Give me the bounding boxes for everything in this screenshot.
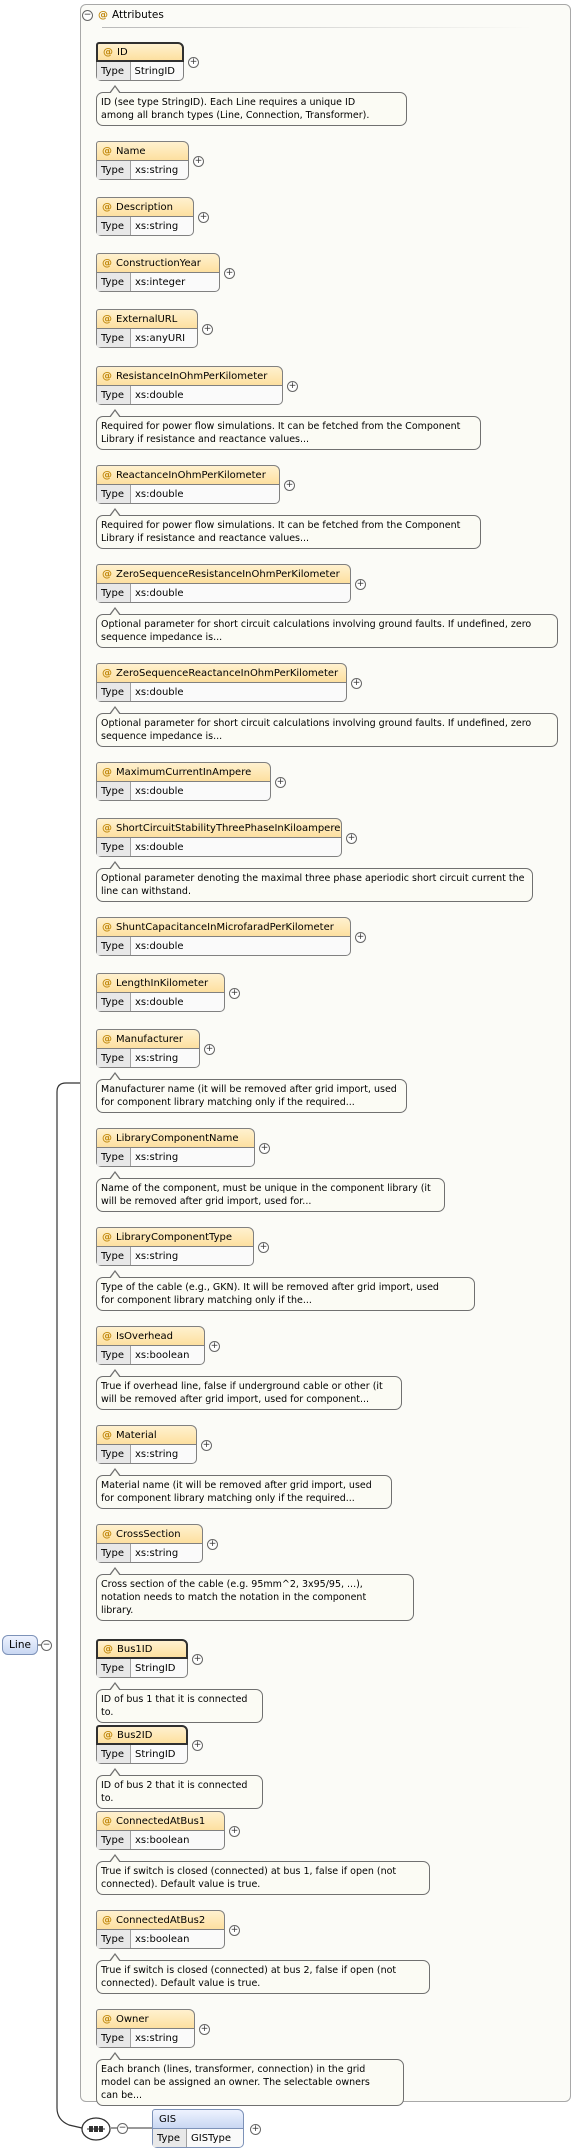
attribute-name-box bbox=[96, 1725, 188, 1745]
type-value: xs:string bbox=[135, 1151, 179, 1163]
annotation-tooltip bbox=[96, 92, 407, 126]
annotation-tooltip bbox=[96, 1178, 445, 1212]
plus-circle-icon[interactable]: + bbox=[203, 324, 212, 334]
type-value: xs:integer bbox=[135, 276, 186, 288]
annotation-tooltip bbox=[96, 1079, 407, 1113]
type-value: StringID bbox=[135, 1748, 176, 1760]
attribute-name-box bbox=[96, 197, 194, 217]
at-sign-icon: @ bbox=[103, 46, 113, 58]
type-value: xs:boolean bbox=[135, 1933, 190, 1945]
type-label: Type bbox=[97, 485, 131, 503]
attribute-type-row bbox=[96, 782, 271, 801]
annotation-tooltip bbox=[96, 1574, 414, 1621]
attribute-name: ZeroSequenceResistanceInOhmPerKilometer bbox=[116, 568, 340, 580]
type-value: xs:string bbox=[135, 1547, 179, 1559]
annotation-line: Required for power flow simulations. It can be fetched from the Component bbox=[101, 520, 461, 531]
attribute-name-box bbox=[96, 1811, 225, 1831]
attribute-type-row bbox=[96, 2029, 195, 2048]
annotation-line: Optional parameter for short circuit calculations involving ground faults. If undefined, zero bbox=[101, 718, 532, 729]
attribute-type-row bbox=[96, 1445, 197, 1464]
attribute-name-box bbox=[96, 917, 351, 937]
annotation-tooltip bbox=[96, 868, 533, 902]
annotation-tooltip bbox=[96, 1689, 263, 1723]
attribute-name-box bbox=[96, 663, 347, 683]
attribute-name: ShuntCapacitanceInMicrofaradPerKilometer bbox=[116, 921, 334, 933]
at-sign-icon: @ bbox=[102, 1815, 112, 1827]
plus-circle-icon[interactable]: + bbox=[202, 1440, 211, 1450]
attribute-type-row bbox=[96, 1049, 200, 1068]
annotation-tooltip bbox=[96, 713, 558, 747]
plus-circle-icon[interactable]: + bbox=[199, 212, 208, 222]
annotation-line: will be removed after grid import, used for... bbox=[101, 1196, 312, 1207]
type-label: Type bbox=[97, 161, 131, 179]
attribute-name-box bbox=[96, 973, 225, 993]
attribute-name-box bbox=[96, 366, 283, 386]
attribute-name: ID bbox=[117, 46, 128, 58]
attribute-name: CrossSection bbox=[116, 1528, 181, 1540]
annotation-line: Manufacturer name (it will be removed after grid import, used bbox=[101, 1084, 397, 1095]
type-label: Type bbox=[97, 993, 131, 1011]
attribute-type-row bbox=[96, 1831, 225, 1850]
at-sign-icon: @ bbox=[102, 667, 112, 679]
plus-circle-icon[interactable]: + bbox=[208, 1539, 217, 1549]
annotation-line: Name of the component, must be unique in the component library (it bbox=[101, 1183, 431, 1194]
attribute-name-box bbox=[96, 762, 271, 782]
at-sign-icon: @ bbox=[102, 2013, 112, 2025]
annotation-line: for component library matching only if the... bbox=[101, 1295, 312, 1306]
plus-circle-icon[interactable]: + bbox=[352, 678, 361, 688]
sequence-compositor-icon[interactable] bbox=[80, 2116, 112, 2142]
plus-circle-icon[interactable]: + bbox=[205, 1044, 214, 1054]
attribute-name-box bbox=[96, 42, 184, 62]
annotation-tooltip bbox=[96, 416, 481, 450]
annotation-line: True if switch is closed (connected) at bus 2, false if open (not bbox=[101, 1965, 397, 1976]
minus-circle-icon[interactable]: − bbox=[118, 2123, 127, 2133]
line-element-label: Line bbox=[9, 1639, 31, 1651]
attribute-name-box bbox=[96, 1910, 225, 1930]
type-value: xs:double bbox=[135, 389, 184, 401]
at-sign-icon: @ bbox=[102, 1132, 112, 1144]
attribute-name-box bbox=[96, 465, 280, 485]
annotation-line: Optional parameter for short circuit calculations involving ground faults. If undefined, zero bbox=[101, 619, 532, 630]
type-label: Type bbox=[97, 2029, 131, 2047]
at-sign-icon: @ bbox=[102, 145, 112, 157]
at-sign-icon: @ bbox=[102, 1330, 112, 1342]
attribute-type-row bbox=[96, 1148, 255, 1167]
at-sign-icon: @ bbox=[102, 1231, 112, 1243]
attribute-type-row bbox=[96, 217, 194, 236]
at-sign-icon: @ bbox=[102, 766, 112, 778]
attribute-name-box bbox=[96, 141, 189, 161]
gis-element-label: GIS bbox=[159, 2113, 177, 2125]
plus-circle-icon[interactable]: + bbox=[230, 988, 239, 998]
attribute-type-row bbox=[96, 584, 351, 603]
type-label: Type bbox=[97, 584, 131, 602]
type-value: xs:boolean bbox=[135, 1349, 190, 1361]
annotation-tooltip bbox=[96, 1960, 430, 1994]
annotation-line: ID of bus 2 that it is connected to. bbox=[101, 1780, 248, 1804]
at-sign-icon: @ bbox=[102, 1429, 112, 1441]
plus-circle-icon[interactable]: + bbox=[356, 932, 365, 942]
attribute-name: LibraryComponentName bbox=[116, 1132, 239, 1144]
attribute-type-row bbox=[96, 273, 220, 292]
attribute-name: ReactanceInOhmPerKilometer bbox=[116, 469, 266, 481]
type-label: Type bbox=[97, 1148, 131, 1166]
attributes-header[interactable] bbox=[82, 7, 164, 23]
attribute-name-box bbox=[96, 564, 351, 584]
annotation-line: for component library matching only if the required... bbox=[101, 1097, 355, 1108]
attribute-name: Name bbox=[116, 145, 146, 157]
attribute-name: ConstructionYear bbox=[116, 257, 201, 269]
annotation-tooltip bbox=[96, 1475, 392, 1509]
attribute-name: ConnectedAtBus1 bbox=[116, 1815, 206, 1827]
at-sign-icon: @ bbox=[102, 822, 112, 834]
type-label: Type bbox=[97, 62, 131, 80]
type-value: xs:double bbox=[135, 686, 184, 698]
plus-circle-icon[interactable]: + bbox=[189, 57, 198, 67]
annotation-line: connected). Default value is true. bbox=[101, 1879, 261, 1890]
plus-circle-icon[interactable]: + bbox=[225, 268, 234, 278]
type-label: Type bbox=[97, 1831, 131, 1849]
type-label: Type bbox=[97, 683, 131, 701]
gis-type-row bbox=[152, 2129, 244, 2148]
attribute-type-row bbox=[96, 993, 225, 1012]
type-value: xs:string bbox=[135, 1052, 179, 1064]
minus-circle-icon[interactable]: − bbox=[83, 9, 92, 20]
type-value: xs:string bbox=[135, 1448, 179, 1460]
plus-circle-icon[interactable]: + bbox=[356, 579, 365, 589]
plus-circle-icon[interactable]: + bbox=[200, 2024, 209, 2034]
annotation-tooltip bbox=[96, 1775, 263, 1809]
attribute-type-row bbox=[96, 1930, 225, 1949]
attribute-name: LibraryComponentType bbox=[116, 1231, 232, 1243]
annotation-line: Library if resistance and reactance values... bbox=[101, 434, 310, 445]
attribute-name-box bbox=[96, 1227, 254, 1247]
annotation-line: Required for power flow simulations. It can be fetched from the Component bbox=[101, 421, 461, 432]
attribute-type-row bbox=[96, 161, 189, 180]
at-sign-icon: @ bbox=[102, 1033, 112, 1045]
attributes-header-divider bbox=[102, 27, 532, 28]
attribute-name: Bus2ID bbox=[117, 1729, 153, 1741]
type-value: xs:double bbox=[135, 587, 184, 599]
type-label: Type bbox=[97, 329, 131, 347]
type-value: xs:boolean bbox=[135, 1834, 190, 1846]
annotation-line: Cross section of the cable (e.g. 95mm^2, 3x95/95, ...), bbox=[101, 1579, 363, 1590]
type-value: xs:string bbox=[135, 220, 179, 232]
attribute-name-box bbox=[96, 818, 342, 838]
attribute-name: ExternalURL bbox=[116, 313, 178, 325]
annotation-line: among all branch types (Line, Connection, Transformer). bbox=[101, 110, 370, 121]
type-value: xs:string bbox=[135, 1250, 179, 1262]
attribute-type-row bbox=[96, 937, 351, 956]
annotation-line: sequence impedance is... bbox=[101, 731, 223, 742]
at-sign-icon: @ bbox=[103, 1729, 113, 1741]
plus-circle-icon[interactable]: + bbox=[276, 777, 285, 787]
type-label: Type bbox=[97, 838, 131, 856]
at-sign-icon: @ bbox=[102, 1914, 112, 1926]
type-label: Type bbox=[97, 1445, 131, 1463]
at-sign-icon: @ bbox=[102, 201, 112, 213]
plus-circle-icon[interactable]: + bbox=[230, 1826, 239, 1836]
type-label: Type bbox=[153, 2129, 187, 2147]
line-element[interactable] bbox=[2, 1635, 38, 1655]
plus-circle-icon[interactable]: + bbox=[347, 833, 356, 843]
type-value: xs:double bbox=[135, 996, 184, 1008]
attribute-type-row bbox=[96, 1544, 203, 1563]
annotation-tooltip bbox=[96, 515, 481, 549]
attribute-name: ConnectedAtBus2 bbox=[116, 1914, 206, 1926]
attribute-name: MaximumCurrentInAmpere bbox=[116, 766, 252, 778]
attribute-type-row bbox=[96, 1745, 188, 1764]
type-label: Type bbox=[97, 1346, 131, 1364]
plus-circle-icon[interactable]: + bbox=[193, 1740, 202, 1750]
annotation-line: Library if resistance and reactance values... bbox=[101, 533, 310, 544]
attribute-name: Manufacturer bbox=[116, 1033, 183, 1045]
at-sign-icon: @ bbox=[102, 977, 112, 989]
annotation-line: will be removed after grid import, used for component... bbox=[101, 1394, 370, 1405]
attribute-name-box bbox=[96, 309, 198, 329]
attribute-name: ResistanceInOhmPerKilometer bbox=[116, 370, 268, 382]
attribute-name-box bbox=[96, 1326, 205, 1346]
annotation-line: notation needs to match the notation in the component bbox=[101, 1592, 367, 1603]
type-value: xs:double bbox=[135, 785, 184, 797]
attribute-name-box bbox=[96, 1425, 197, 1445]
type-value: xs:double bbox=[135, 488, 184, 500]
type-value: StringID bbox=[135, 1662, 176, 1674]
type-value: xs:string bbox=[135, 164, 179, 176]
attribute-name: ZeroSequenceReactanceInOhmPerKilometer bbox=[116, 667, 339, 679]
attribute-name-box bbox=[96, 1639, 188, 1659]
at-sign-icon: @ bbox=[102, 1528, 112, 1540]
type-value: xs:anyURI bbox=[135, 332, 186, 344]
type-label: Type bbox=[97, 1930, 131, 1948]
at-sign-icon: @ bbox=[102, 568, 112, 580]
plus-circle-icon[interactable]: + bbox=[210, 1341, 219, 1351]
plus-circle-icon[interactable]: + bbox=[260, 1143, 269, 1153]
annotation-tooltip bbox=[96, 1376, 402, 1410]
attribute-type-row bbox=[96, 838, 342, 857]
annotation-line: line can withstand. bbox=[101, 886, 191, 897]
annotation-line: ID of bus 1 that it is connected to. bbox=[101, 1694, 248, 1718]
type-label: Type bbox=[97, 1247, 131, 1265]
annotation-line: Type of the cable (e.g., GKN). It will be removed after grid import, used bbox=[101, 1282, 439, 1293]
plus-circle-icon[interactable]: + bbox=[193, 1654, 202, 1664]
plus-circle-icon[interactable]: + bbox=[259, 1242, 268, 1252]
at-sign-icon: @ bbox=[102, 370, 112, 382]
type-label: Type bbox=[97, 1745, 131, 1763]
annotation-line: connected). Default value is true. bbox=[101, 1978, 261, 1989]
plus-circle-icon[interactable]: + bbox=[288, 381, 297, 391]
gis-element-name bbox=[152, 2109, 244, 2129]
annotation-line: sequence impedance is... bbox=[101, 632, 223, 643]
at-sign-icon: @ bbox=[102, 257, 112, 269]
at-sign-icon: @ bbox=[102, 469, 112, 481]
type-value: xs:double bbox=[135, 841, 184, 853]
type-value: xs:string bbox=[135, 2032, 179, 2044]
annotation-line: Optional parameter denoting the maximal three phase aperiodic short circuit current the bbox=[101, 873, 525, 884]
attributes-header-label: Attributes bbox=[112, 9, 164, 21]
attribute-name: Material bbox=[116, 1429, 157, 1441]
type-label: Type bbox=[97, 217, 131, 235]
attribute-name-box bbox=[96, 2009, 195, 2029]
type-value: StringID bbox=[134, 65, 175, 77]
type-label: Type bbox=[97, 937, 131, 955]
attribute-name-box bbox=[96, 1128, 255, 1148]
attribute-type-row bbox=[96, 386, 283, 405]
attribute-name: IsOverhead bbox=[116, 1330, 174, 1342]
annotation-line: library. bbox=[101, 1605, 134, 1616]
annotation-tooltip bbox=[96, 614, 558, 648]
minus-circle-icon[interactable]: − bbox=[42, 1640, 51, 1650]
at-sign-icon: @ bbox=[102, 921, 112, 933]
at-sign-icon: @ bbox=[98, 9, 108, 21]
annotation-line: Material name (it will be removed after grid import, used bbox=[101, 1480, 372, 1491]
annotation-tooltip bbox=[96, 1861, 430, 1895]
attribute-type-row bbox=[96, 485, 280, 504]
type-label: Type bbox=[97, 1049, 131, 1067]
attribute-name: Description bbox=[116, 201, 173, 213]
type-value: xs:double bbox=[135, 940, 184, 952]
attribute-name: LengthInKilometer bbox=[116, 977, 209, 989]
attribute-type-row bbox=[96, 1346, 205, 1365]
annotation-line: model can be assigned an owner. The selectable owners bbox=[101, 2077, 370, 2088]
plus-circle-icon[interactable]: + bbox=[230, 1925, 239, 1935]
at-sign-icon: @ bbox=[103, 1643, 113, 1655]
attribute-type-row bbox=[96, 683, 347, 702]
attribute-name-box bbox=[96, 253, 220, 273]
type-label: Type bbox=[97, 1544, 131, 1562]
attribute-name: Owner bbox=[116, 2013, 149, 2025]
annotation-tooltip bbox=[96, 1277, 475, 1311]
plus-circle-icon[interactable]: + bbox=[194, 156, 203, 166]
attribute-type-row bbox=[96, 1247, 254, 1266]
type-label: Type bbox=[97, 273, 131, 291]
annotation-line: can be... bbox=[101, 2090, 143, 2101]
annotation-line: ID (see type StringID). Each Line requires a unique ID bbox=[101, 97, 356, 108]
annotation-line: for component library matching only if the required... bbox=[101, 1493, 355, 1504]
annotation-line: Each branch (lines, transformer, connection) in the grid bbox=[101, 2064, 366, 2075]
at-sign-icon: @ bbox=[102, 313, 112, 325]
plus-circle-icon[interactable]: + bbox=[251, 2124, 260, 2134]
type-label: Type bbox=[97, 1659, 131, 1677]
type-value: GISType bbox=[191, 2132, 232, 2144]
attribute-type-row bbox=[96, 1659, 188, 1678]
attribute-type-row bbox=[96, 62, 184, 81]
annotation-tooltip bbox=[96, 2059, 404, 2106]
annotation-line: True if switch is closed (connected) at bus 1, false if open (not bbox=[101, 1866, 397, 1877]
attribute-name-box bbox=[96, 1524, 203, 1544]
attribute-name: Bus1ID bbox=[117, 1643, 153, 1655]
attribute-name: ShortCircuitStabilityThreePhaseInKiloampere bbox=[116, 822, 341, 834]
type-label: Type bbox=[97, 782, 131, 800]
attribute-type-row bbox=[96, 329, 198, 348]
plus-circle-icon[interactable]: + bbox=[285, 480, 294, 490]
annotation-line: True if overhead line, false if underground cable or other (it bbox=[101, 1381, 383, 1392]
attribute-name-box bbox=[96, 1029, 200, 1049]
type-label: Type bbox=[97, 386, 131, 404]
